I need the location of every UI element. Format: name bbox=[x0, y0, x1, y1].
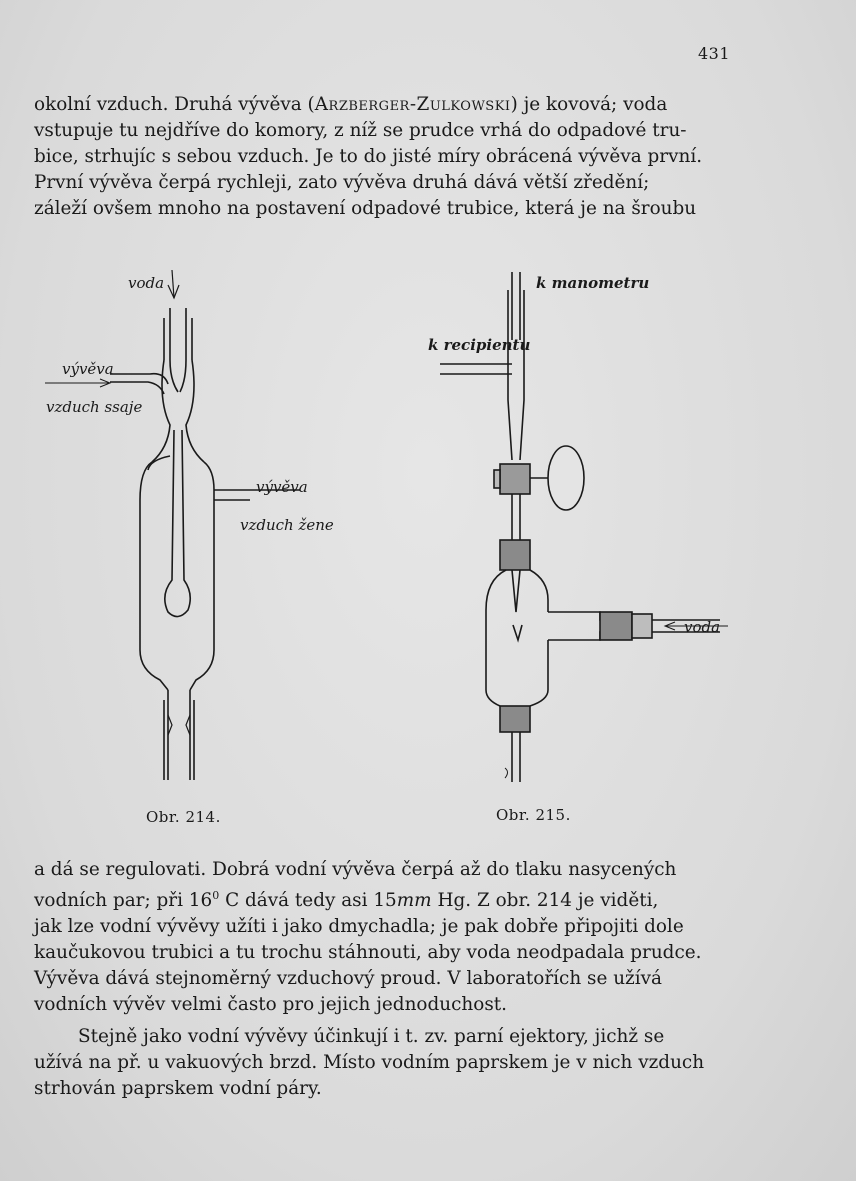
label-vzduch-ssaje: vzduch ssaje bbox=[46, 398, 143, 416]
label-k-recipientu: k recipientu bbox=[428, 336, 531, 354]
text-line: jak lze vodní vývěvy užíti i jako dmychadla; je pak dobře připojiti dole bbox=[34, 916, 684, 938]
paragraph-top bbox=[34, 92, 734, 222]
text-line: První vývěva čerpá rychleji, zato vývěva druhá dává větší zředění; bbox=[34, 172, 650, 193]
text-line: strhován paprskem vodní páry. bbox=[34, 1078, 322, 1099]
page-number: 431 bbox=[697, 44, 730, 63]
text-line: vodních vývěv velmi často pro jejich jednoduchost. bbox=[34, 994, 507, 1016]
text-line: vstupuje tu nejdříve do komory, z níž se prudce vrhá do odpadové tru- bbox=[34, 120, 687, 141]
author-names: Arzberger-Zulkowski bbox=[314, 94, 511, 115]
text-line: Stejně jako vodní vývěvy účinkují i t. zv. parní ejektory, jichž se bbox=[78, 1026, 665, 1047]
text-line: okolní vzduch. Druhá vývěva (Arzberger-Zulkowski) je kovová; voda bbox=[34, 94, 668, 115]
text-line: Vývěva dává stejnoměrný vzduchový proud. V laboratořích se užívá bbox=[34, 968, 662, 990]
caption-fig-215: Obr. 215. bbox=[496, 806, 571, 824]
text-line: vodních par; při $16^0$ C dává tedy asi 15mm Hg. Z obr. 214 je viděti, bbox=[34, 889, 659, 912]
label-voda-215: voda bbox=[684, 618, 721, 636]
caption-fig-214: Obr. 214. bbox=[146, 808, 221, 826]
label-k-manometru: k manometru bbox=[536, 274, 650, 292]
text-line: bice, strhujíc s sebou vzduch. Je to do jisté míry obrácená vývěva první. bbox=[34, 146, 703, 167]
label-voda-214: voda bbox=[128, 274, 165, 292]
paragraph-bottom bbox=[34, 1024, 734, 1102]
label-vyveva-top: vývěva bbox=[62, 360, 114, 378]
label-vzduch-zene: vzduch žene bbox=[240, 516, 334, 534]
text-line: a dá se regulovati. Dobrá vodní vývěva čerpá až do tlaku nasycených bbox=[34, 859, 677, 880]
text-line: užívá na př. u vakuových brzd. Místo vodním paprskem je v nich vzduch bbox=[34, 1052, 705, 1073]
label-vyveva-right: vývěva bbox=[256, 478, 308, 496]
paragraph-middle bbox=[34, 857, 734, 1018]
text-line: záleží ovšem mnoho na postavení odpadové trubice, která je na šroubu bbox=[34, 198, 697, 219]
figures-illustration bbox=[0, 240, 856, 820]
text-line: kaučukovou trubici a tu trochu stáhnouti, aby voda neodpadala prudce. bbox=[34, 942, 702, 964]
